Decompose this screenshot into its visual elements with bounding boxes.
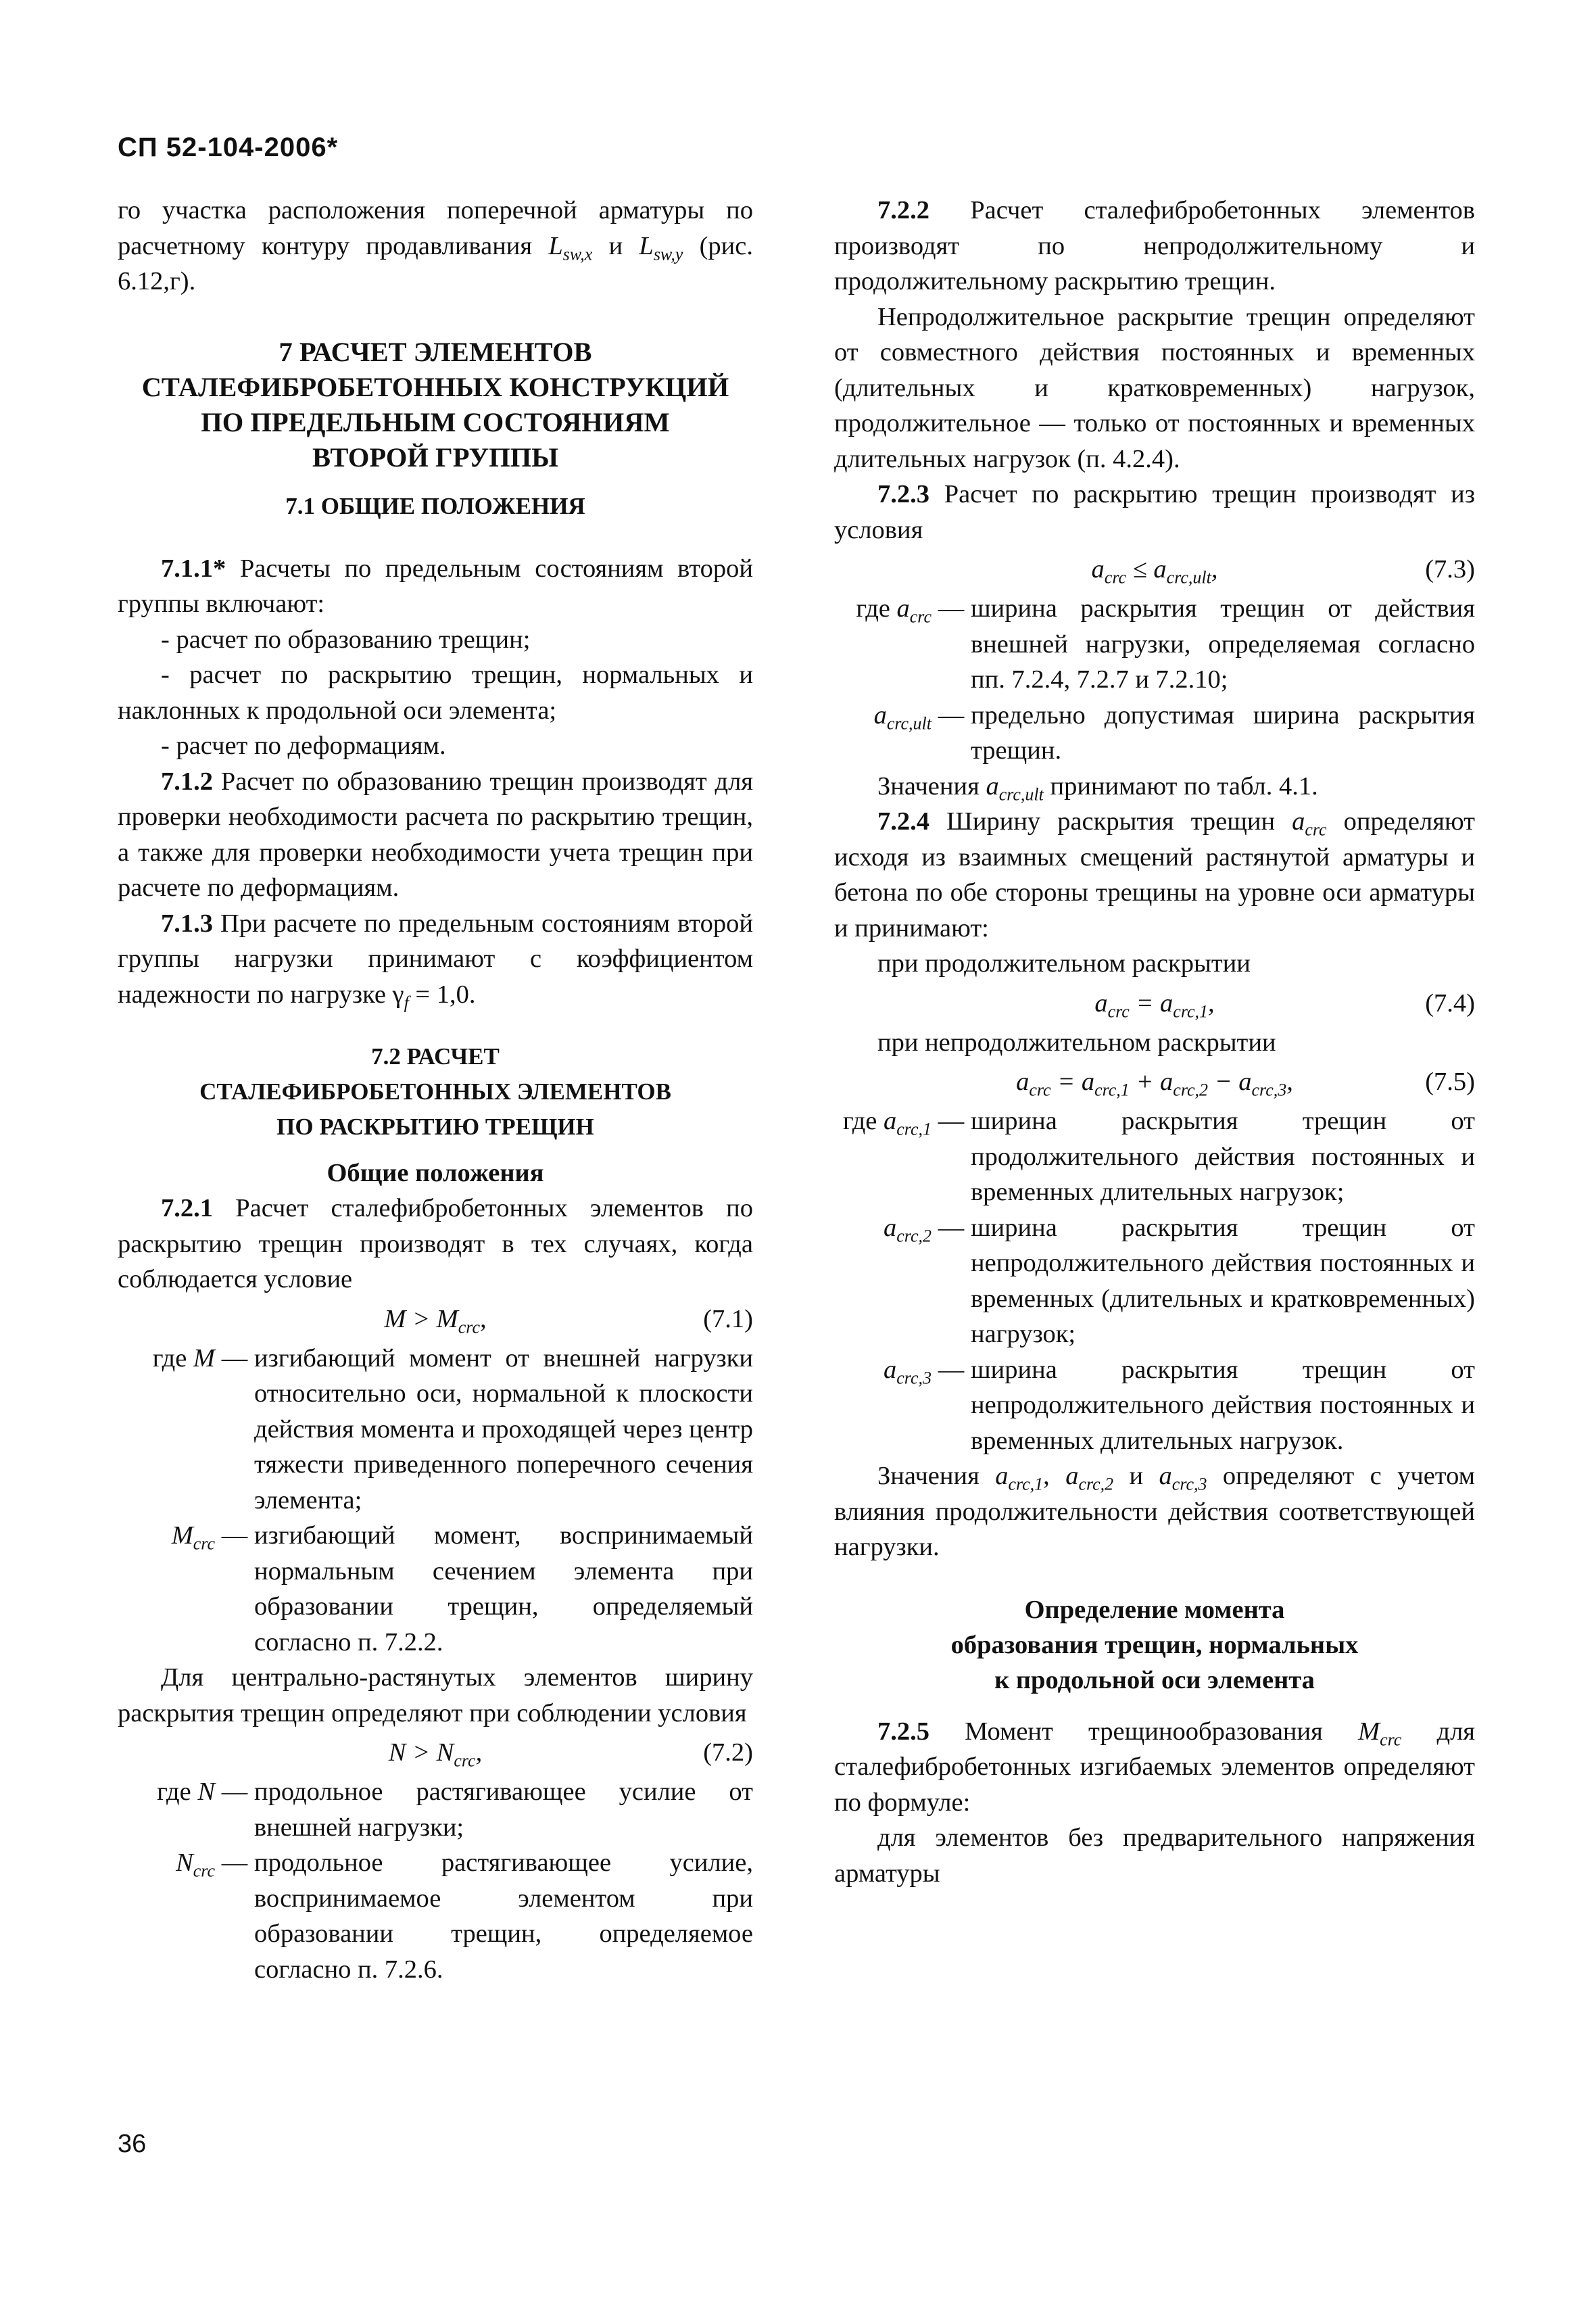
- paragraph-7-2-4: 7.2.4 Ширину раскрытия трещин $a_{crc}$ определяют исходя из взаимных смещений растянутой арматуры и бетона по обе стороны трещины на уровне оси арматуры и принимают:: [834, 807, 1475, 942]
- left-column: [118, 193, 753, 1987]
- paragraph-7-1-3: 7.1.3 При расчете по предельным состояниям второй группы нагрузки принимают с коэффициентом надежности по нагрузке $\gamma_f = 1,0$.: [118, 909, 753, 1013]
- formula-7-5: $a_{crc} = a_{crc,1} + a_{crc,2} - a_{crc,3}$, (7.5): [834, 1060, 1475, 1103]
- intro-paragraph: го участка расположения поперечной арматуры по расчетному контуру продавливания $L_{sw,x}$ и $L_{sw,y}$ (рис. 6.12,г).: [118, 196, 753, 295]
- definition-row: $a_{crc,ult}$ — предельно допустимая ширина раскрытия трещин.: [873, 700, 1475, 765]
- formula-number: (7.5): [1425, 1068, 1475, 1096]
- paragraph-7-2-5: 7.2.5 Момент трещинообразования $M_{crc}$ для сталефибробетонных изгибаемых элементов определяют по формуле:: [834, 1717, 1475, 1817]
- definitions-7-1: [118, 1341, 753, 1661]
- page-number: 36: [118, 2130, 147, 2158]
- formula-7-4: $a_{crc} = a_{crc,1}$, (7.4): [834, 982, 1475, 1025]
- formula-number: (7.2): [703, 1738, 753, 1767]
- values-acrc-123: Значения $a_{crc,1}$, $a_{crc,2}$ и $a_{crc,3}$ определяют с учетом влияния продолжительности действия соответствующей нагрузки.: [834, 1462, 1475, 1561]
- paragraph-7-1-1: 7.1.1* Расчеты по предельным состояниям второй группы включают:: [118, 554, 753, 618]
- paragraph-7-2-5-tail: для элементов без предварительного напряжения арматуры: [834, 1823, 1475, 1888]
- list-item: - расчет по образованию трещин;: [161, 625, 531, 654]
- definitions-7-5: [834, 1103, 1475, 1458]
- formula-number: (7.3): [1425, 555, 1475, 583]
- formula-number: (7.1): [703, 1304, 753, 1333]
- list-item: - расчет по деформациям.: [161, 732, 446, 760]
- list-item: - расчет по раскрытию трещин, нормальных и наклонных к продольной оси элемента;: [118, 661, 753, 725]
- formula-7-1: $M > M_{crc}$, (7.1): [118, 1297, 753, 1341]
- paragraph-7-2-3: 7.2.3 Расчет по раскрытию трещин производят из условия: [834, 480, 1475, 544]
- paragraph-7-2-1: 7.2.1 Расчет сталефибробетонных элементов по раскрытию трещин производят в тех случаях, когда соблюдается условие: [118, 1194, 753, 1293]
- definition-row: где M — изгибающий момент от внешней нагрузки относительно оси, нормальной к плоскости действия момента и проходящей через центр тяжести приведенного поперечного сечения элемента;: [152, 1343, 753, 1514]
- definition-row: $a_{crc,2}$ — ширина раскрытия трещин от непродолжительного действия постоянных и временных (длительных и кратковременных) нагрузок;: [884, 1213, 1475, 1348]
- definitions-7-3: [834, 591, 1475, 769]
- definition-row: $a_{crc,3}$ — ширина раскрытия трещин от непродолжительного действия постоянных и временных длительных нагрузок.: [884, 1355, 1475, 1455]
- definition-row: $M_{crc}$ — изгибающий момент, воспринимаемый нормальным сечением элемента при образовании трещин, определяемый согласно п. 7.2.2.: [171, 1521, 753, 1656]
- subsection-7-2-title: 7.2 РАСЧЕТ СТАЛЕФИБРОБЕТОННЫХ ЭЛЕМЕНТОВ ПО РАСКРЫТИЮ ТРЕЩИН: [199, 1043, 671, 1140]
- definition-row: $N_{crc}$ — продольное растягивающее усилие, воспринимаемое элементом при образовании трещин, определяемое согласно п. 7.2.6.: [176, 1848, 753, 1984]
- subsection-7-1-title: 7.1 ОБЩИЕ ПОЛОЖЕНИЯ: [285, 492, 585, 519]
- moment-heading: Определение момента образования трещин, нормальных к продольной оси элемента: [950, 1595, 1359, 1694]
- definition-row: где $a_{crc,1}$ — ширина раскрытия трещин от продолжительного действия постоянных и временных длительных нагрузок;: [842, 1107, 1475, 1206]
- paragraph-7-2-2-b: Непродолжительное раскрытие трещин определяют от совместного действия постоянных и временных (длительных и кратковременных) нагрузок, продолжительное — только от постоянных и временных длительных нагрузок (п. 4.2.4).: [834, 302, 1475, 473]
- general-provisions-heading: Общие положения: [327, 1159, 544, 1187]
- central-tension-paragraph: Для центрально-растянутых элементов ширину раскрытия трещин определяют при соблюдении условия: [118, 1663, 753, 1727]
- paragraph-7-1-2: 7.1.2 Расчет по образованию трещин производят для проверки необходимости расчета по раскрытию трещин, а также для проверки необходимости учета трещин при расчете по деформациям.: [118, 767, 753, 902]
- definition-row: где $a_{crc}$ — ширина раскрытия трещин от действия внешней нагрузки, определяемая согласно пп. 7.2.4, 7.2.7 и 7.2.10;: [856, 594, 1475, 694]
- values-acrc-ult: Значения $a_{crc,ult}$ принимают по табл. 4.1.: [877, 771, 1318, 805]
- formula-number: (7.4): [1425, 988, 1475, 1018]
- document-code-header: СП 52-104-2006*: [118, 133, 339, 162]
- definitions-7-2: [118, 1774, 753, 1987]
- definition-row: где N — продольное растягивающее усилие от внешней нагрузки;: [157, 1777, 753, 1842]
- paragraph-7-2-2: 7.2.2 Расчет сталефибробетонных элементов производят по непродолжительному и продолжительному раскрытию трещин.: [834, 196, 1475, 295]
- right-column: [834, 193, 1475, 1891]
- formula-7-3: $a_{crc} \le a_{crc,ult}$, (7.3): [834, 548, 1475, 591]
- long-opening-label: при продолжительном раскрытии: [877, 949, 1251, 978]
- formula-7-2: $N > N_{crc}$, (7.2): [118, 1731, 753, 1774]
- section-7-title: 7 РАСЧЕТ ЭЛЕМЕНТОВ СТАЛЕФИБРОБЕТОННЫХ КОНСТРУКЦИЙ ПО ПРЕДЕЛЬНЫМ СОСТОЯНИЯМ ВТОРОЙ ГРУППЫ: [141, 336, 729, 473]
- short-opening-label: при непродолжительном раскрытии: [877, 1028, 1276, 1057]
